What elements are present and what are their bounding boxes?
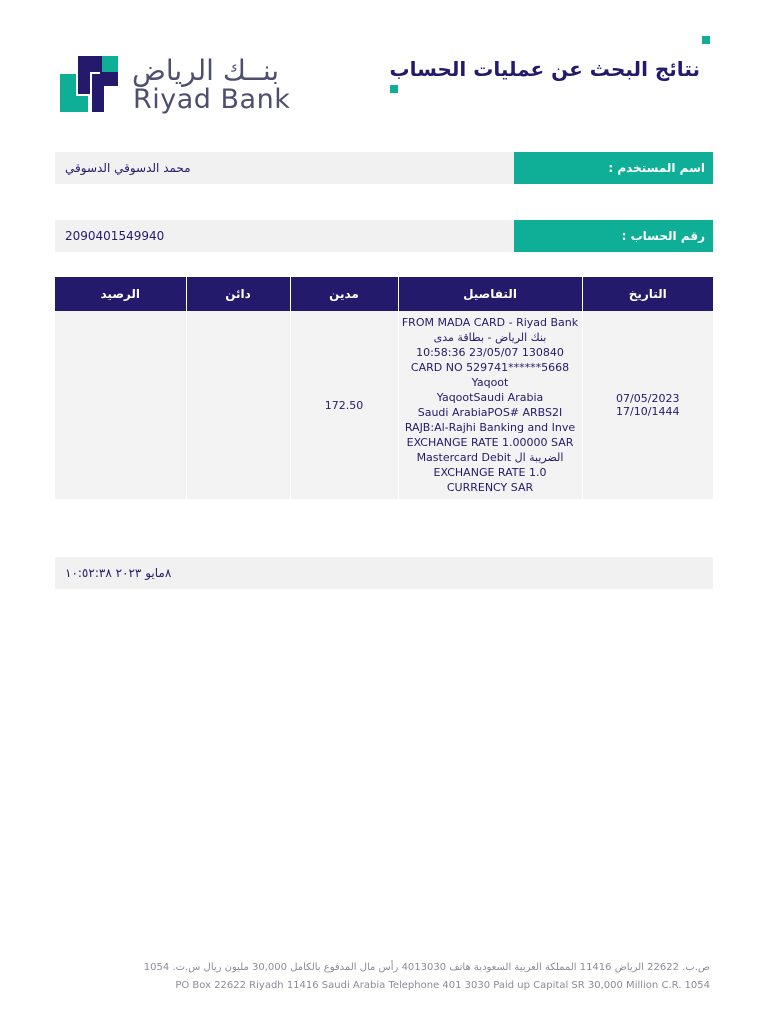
cell-balance xyxy=(55,311,186,499)
date-hijri: 17/10/1444 xyxy=(616,405,680,418)
transactions-table xyxy=(55,277,713,499)
detail-line: 10:58:36 23/05/07 130840 xyxy=(416,346,564,359)
detail-line: EXCHANGE RATE 1.00000 SAR xyxy=(406,436,574,449)
cell-debit: 172.50 xyxy=(290,311,398,499)
timestamp-row xyxy=(55,557,713,589)
detail-line: FROM MADA CARD - Riyad Bank xyxy=(401,316,579,329)
detail-line: CURRENCY SAR xyxy=(446,481,534,494)
detail-line: RAJB:Al-Rajhi Banking and Inve xyxy=(404,421,576,434)
cell-date xyxy=(582,311,713,499)
logo-arabic-name: بنــك الرياض xyxy=(132,54,280,87)
date-gregorian: 07/05/2023 xyxy=(616,392,680,405)
header-details: التفاصيل xyxy=(398,277,582,311)
account-row xyxy=(55,220,713,252)
detail-line: CARD NO 529741******5668 xyxy=(410,361,570,374)
header-balance: الرصيد xyxy=(55,277,186,311)
timestamp: ٨مايو ٢٠٢٣ ١٠:٥٢:٣٨ xyxy=(65,566,172,580)
header-date: التاريخ xyxy=(582,277,713,311)
cell-credit xyxy=(186,311,290,499)
detail-line: Saudi ArabiaPOS# ARBS2I xyxy=(417,406,563,419)
riyad-bank-logo-icon xyxy=(60,56,118,112)
detail-line: الضريبة ال Mastercard Debit xyxy=(416,451,564,464)
logo-english-name: Riyad Bank xyxy=(133,84,291,115)
riyad-bank-logo xyxy=(60,54,305,115)
user-label: اسم المستخدم : xyxy=(514,152,713,184)
user-value: محمد الدسوقي الدسوقي xyxy=(65,161,191,175)
page-title: نتائج البحث عن عمليات الحساب xyxy=(389,57,700,81)
account-value: 2090401549940 xyxy=(65,229,165,243)
decor-square xyxy=(702,36,710,44)
header-debit: مدين xyxy=(290,277,398,311)
header-credit: دائن xyxy=(186,277,290,311)
detail-line: EXCHANGE RATE 1.0 xyxy=(433,466,547,479)
decor-square xyxy=(390,85,398,93)
detail-line: بنك الرياض - بطاقة مدى xyxy=(433,331,547,344)
user-row xyxy=(55,152,713,184)
footer-arabic: ص.ب. 22622 الرياض 11416 المملكة العربية السعودية هاتف 4013030 رأس مال المدفوع بالكامل 30,000 مليون ريال س.ت. 1054 xyxy=(143,962,710,973)
account-label: رقم الحساب : xyxy=(514,220,713,252)
detail-line: YaqootSaudi Arabia xyxy=(436,391,544,404)
table-header-row xyxy=(55,277,713,311)
cell-details xyxy=(398,311,582,499)
footer-english: PO Box 22622 Riyadh 11416 Saudi Arabia Telephone 401 3030 Paid up Capital SR 30,000 Million C.R. 1054 xyxy=(175,980,710,991)
detail-line: Yaqoot xyxy=(471,376,509,389)
table-row xyxy=(55,311,713,499)
